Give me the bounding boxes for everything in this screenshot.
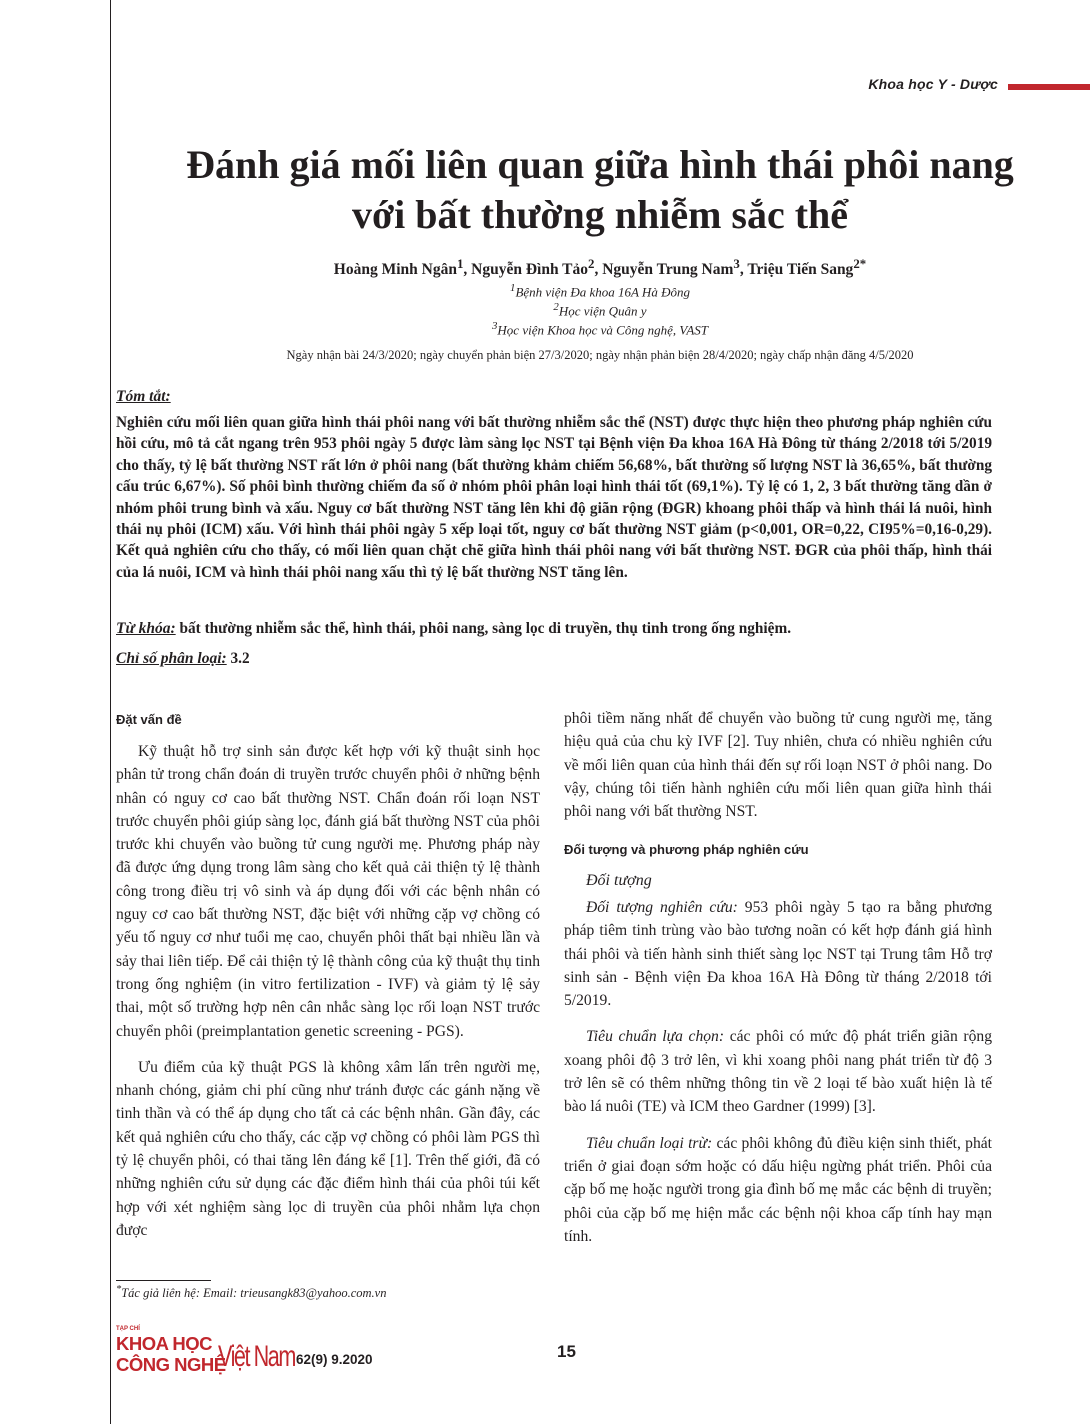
author-name: Hoàng Minh Ngân [333,261,457,279]
submission-dates: Ngày nhận bài 24/3/2020; ngày chuyển phản biện 27/3/2020; ngày nhận phản biện 28/4/2020; ngày chấp nhận đăng 4/5/2020 [286,348,914,362]
left-column [116,740,540,1255]
journal-logo-line-2: CÔNG NGHỆ [116,1354,226,1375]
author-name: Nguyễn Trung Nam [602,261,734,279]
author-name: Triệu Tiến Sang [747,261,854,279]
section-accent-bar [1008,84,1090,90]
paragraph-label: Tiêu chuẩn loại trừ: [586,1134,713,1152]
affiliation [110,301,1090,319]
page-number: 15 [557,1342,576,1361]
classification-label: Chỉ số phân loại: [116,650,227,667]
journal-logo-line-1: KHOA HỌC [116,1333,213,1354]
affil-sup: 1 [510,282,516,294]
paragraph-label: Tiêu chuẩn lựa chọn: [586,1028,725,1046]
section-heading: Đặt vấn đề [116,712,182,727]
classification-value: 3.2 [230,650,250,667]
title-line-1: Đánh giá mối liên quan giữa hình thái phôi nang [186,142,1014,187]
affil-text: Học viện Khoa học và Công nghệ, VAST [497,322,709,338]
journal-logo-vietnam: Việt Nam [218,1340,295,1373]
abstract-label: Tóm tắt: [116,388,171,405]
footnote-mark: * [116,1284,122,1295]
issue-number: 62(9) 9.2020 [296,1352,373,1367]
right-column-methods [564,896,992,1261]
affil-sup: 3 [491,320,498,332]
paragraph: Kỹ thuật hỗ trợ sinh sản được kết hợp với kỹ thuật sinh học phân tử trong chẩn đoán di truyền trước chuyển phôi ở những bệnh nhân có nguy cơ cao bất thường NST. Chẩn đoán rối loạn NST trước chuyển phôi giúp sàng lọc, đánh giá bất thường NST của phôi trước khi chuyển vào buồng tử cung người mẹ. Phương pháp này đã được ứng dụng trong lâm sàng cho kết quả cải thiện tỷ lệ thành công trong điều trị vô sinh và áp dụng đối với các bệnh nhân có nguy cơ cao bất thường NST, đặc biệt với những cặp vợ chồng có yếu tố nguy cơ như tuổi mẹ cao, chuyển phôi thất bại nhiều lần và sảy thai liên tiếp. Để cải thiện tỷ lệ thành công của kỹ thuật thụ tinh trong ống nghiệm (in vitro fertilization - IVF) và giảm tỷ lệ sảy thai, một số trường hợp nên cân nhắc sàng lọc rối loạn NST trước chuyển phôi (preimplantation genetic screening - PGS). [116,743,540,1040]
paragraph-text: 953 phôi ngày 5 tạo ra bằng phương pháp tiêm tinh trùng vào bào tương noãn có kết hợp đánh giá hình thái phôi và tiến hành sinh thiết sàng lọc NST tại Trung tâm Hỗ trợ sinh sản - Bệnh viện Đa khoa 16A Hà Đông từ tháng 2/2018 tới 5/2019. [564,899,992,1010]
paragraph-text: các phôi có mức độ phát triển giãn rộng xoang phôi độ 3 trở lên, vì khi xoang phôi nang phát triển từ độ 3 trở lên sẽ có thêm những thông tin về 2 loại tế bào xuất hiện là tế bào lá nuôi (TE) và ICM theo Gardner (1999) [3]. [564,1028,992,1116]
paragraph [564,1025,992,1118]
keywords-label: Từ khóa: [116,620,176,637]
paragraph-label: Đối tượng nghiên cứu: [586,899,738,916]
affil-text: Bệnh viện Đa khoa 16A Hà Đông [515,284,690,300]
paragraph [564,1132,992,1248]
affiliation [110,320,1090,338]
affil-sup: 2 [553,301,559,313]
paragraph-text: các phôi không đủ điều kiện sinh thiết, phát triển ở giai đoạn sớm hoặc có dấu hiệu ngừng phát triển. Phôi của cặp bố mẹ hoặc người trong gia đình bố mẹ mắc các bệnh di truyền; phôi của cặp bố mẹ hiện mắc các bệnh nội khoa cấp tính hay mạn tính. [564,1134,992,1245]
author-list: Hoàng Minh Ngân$^1$, Nguyễn Đình Tảo$^2$, Nguyễn Trung Nam$^3$, Triệu Tiến Sang$^{2*}$ [333,256,867,279]
paragraph: Ưu điểm của kỹ thuật PGS là không xâm lấn trên người mẹ, nhanh chóng, giảm chi phí cũng như tránh được các gánh nặng về tinh thần và có thể áp dụng cho tất cả các bệnh nhân. Gần đây, các kết quả nghiên cứu cho thấy, các cặp vợ chồng có phôi làm PGS thì tỷ lệ chuyển phôi, có thai tăng lên đáng kể [1]. Trên thế giới, đã có những nghiên cứu sử dụng các đặc điểm hình thái của phôi túi kết hợp với xét nghiệm sàng lọc di truyền của phôi nhằm lựa chọn được [116,1058,540,1239]
footnote [116,1284,386,1301]
classification [116,650,250,668]
abstract-text: Nghiên cứu mối liên quan giữa hình thái phôi nang với bất thường nhiễm sắc thể (NST) được thực hiện theo phương pháp nghiên cứu hồi cứu, mô tả cắt ngang trên 953 phôi ngày 5 được làm sàng lọc NST tại Bệnh viện Đa khoa 16A Hà Đông từ tháng 2/2018 tới 5/2019 cho thấy, tỷ lệ bất thường NST rất lớn ở phôi nang (bất thường khảm chiếm 56,68%, bất thường số lượng NST là 36,65%, bất thường cấu trúc 6,67%). Số phôi bình thường chiếm đa số ở nhóm phôi phân loại hình thái tốt (69,1%). Tỷ lệ có 1, 2, 3 bất thường tăng dần ở nhóm phôi trung bình và xấu. Nguy cơ bất thường NST tăng lên khi độ giãn rộng (ĐGR) khoang phôi thấp và hình thái lá nuôi, hình thái nụ phôi (ICM) xấu. Với hình thái phôi ngày 5 xếp loại tốt, nguy cơ bất thường NST giảm (p<0,001, OR=0,22, CI95%=0,16-0,29). Kết quả nghiên cứu cho thấy, có mối liên quan chặt chẽ giữa hình thái phôi nang với bất thường NST. ĐGR của phôi thấp, hình thái của lá nuôi, ICM và hình thái phôi nang xấu thì tỷ lệ bất thường NST tăng lên. [116,414,992,581]
title-line-2: với bất thường nhiễm sắc thể [351,192,849,237]
paragraph: phôi tiềm năng nhất để chuyển vào buồng tử cung người mẹ, tăng hiệu quả của chu kỳ IVF [2]. Tuy nhiên, chưa có nhiều nghiên cứu về mối liên quan của hình thái đến sự rối loạn NST ở phôi nang. Do vậy, chúng tôi tiến hành nghiên cứu mối liên quan giữa hình thái phôi nang với bất thường NST. [564,710,992,821]
article-title [110,140,1090,240]
paragraph [564,896,992,1012]
author-affil-sup: 3 [733,256,740,271]
author-name: Nguyễn Đình Tảo [471,261,589,279]
keywords [116,620,992,638]
subsection-heading: Đối tượng [586,872,652,889]
section-heading: Đối tượng và phương pháp nghiên cứu [564,842,809,857]
footnote-rule [116,1280,211,1281]
keywords-text: bất thường nhiễm sắc thể, hình thái, phôi nang, sàng lọc di truyền, thụ tinh trong ống nghiệm. [179,620,792,637]
footnote-text: Tác giả liên hệ: Email: trieusangk83@yahoo.com.vn [121,1286,387,1301]
author-affil-sup: 1 [456,256,464,271]
affil-text: Học viện Quân y [558,303,647,319]
section-label: Khoa học Y - Dược [868,76,998,92]
right-column-top [564,707,992,836]
author-affil-sup: 2* [853,256,867,271]
author-affil-sup: 2 [588,256,595,271]
journal-logo-small-text: TẠP CHÍ [116,1326,140,1332]
affiliation [110,282,1090,300]
